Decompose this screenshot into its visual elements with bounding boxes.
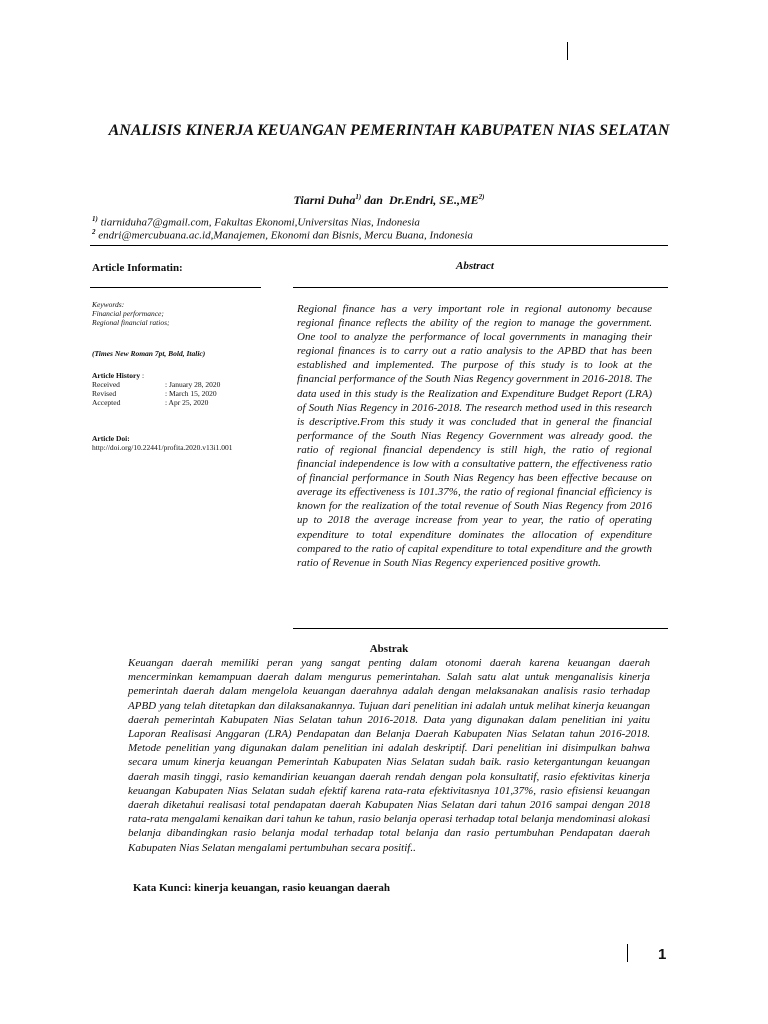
history-value: : Apr 25, 2020 — [165, 398, 209, 407]
history-row — [92, 380, 267, 389]
history-row — [92, 389, 267, 398]
abstrak-text: Keuangan daerah memiliki peran yang sangat penting dalam otonomi daerah karena keuangan daerah mencerminkan kemampuan daerah dalam mengurus pemerintahan. Salah satu alat untuk menganalisis kinerja pemerintah daerah dalam mengelola keuangan daerahnya adalah dengan melaksanakan analisis rasio terhadap APBD yang telah ditetapkan dan dilaksanakannya. Tujuan dari penelitian ini adalah untuk melihat kinerja keuangan daerah pemerintah Kabupaten Nias Selatan tahun 2016-2018. Data yang digunakan dalam penelitian ini yaitu Laporan Realisasi Anggaran (LRA) Pendapatan dan Belanja Daerah Kabupaten Nias Selatan tahun 2016-2018. Metode penelitian yang digunakan dalam penelitian ini adalah deskriptif. Dari penelitian ini disimpulkan bahwa secara umum kinerja keuangan Pemerintah Kabupaten Nias Selatan sudah baik. rasio ketergantungan keuangan daerah masih tinggi, rasio kemandirian keuangan daerah rendah dengan pola konsultatif, rasio efektivitas kinerja keuangan Kabupaten Nias Selatan sudah efektif karena rata-rata efektivitasnya 101,37%, rasio efisiensi keuangan daerah diketahui realisasi total pendapatan daerah Kabupaten Nias Selatan dari tahun 2016 sampai dengan 2018 rata-rata mengalami kenaikan dari tahun ke tahun, rasio belanja operasi terhadap total belanja mendominasi alokasi belanja dibandingkan rasio belanja modal terhadap total belanja dan rasio pertumbuhan Pendapatan daerah Kabupaten Nias Selatan mengalami pertumbuhan secara positif.. — [128, 657, 650, 854]
top-rule — [90, 245, 668, 246]
history-value: : January 28, 2020 — [165, 380, 221, 389]
affiliation-2 — [92, 225, 473, 244]
author-2-marker: 2) — [478, 193, 485, 201]
affiliation-2-marker: 2 — [92, 228, 96, 236]
doi-link[interactable]: http://doi.org/10.22441/profita.2020.v13i1.001 — [92, 443, 233, 452]
author-connector: dan — [361, 193, 389, 207]
history-label: Article History — [92, 371, 141, 380]
article-info-panel — [92, 300, 267, 327]
page-number: 1 — [658, 946, 667, 963]
keywords-label: Keywords: — [92, 300, 125, 309]
author-1-marker: 1) — [355, 193, 362, 201]
font-note-text: (Times New Roman 7pt, Bold, Italic) — [92, 349, 206, 358]
abstract-text: Regional finance has a very important role in regional autonomy because regional finance reflects the ability of the region to manage the government. One tool to analyze the performance of local governments in managing their regional finances is to carry out a ratio analysis to the APBD that has been established and implemented. The purpose of this study is to look at the financial performance of the South Nias Regency government in 2016-2018. The data used in this study is the Realization and Expenditure Budget Report (LRA) of South Nias Regency in 2016-2018. The research method used in this research is descriptive.From this study it was concluded that in general the financial performance of the South Nias Regency Government was already good. the ratio of regional financial dependency is still high, the ratio of regional financial independence is low with a consultative pattern, the effectiveness ratio of financial performance in South Nias Regency has been effective because on average its effectiveness is 101.37%, the ratio of regional financial efficiency is known for the realization of the total revenue of South Nias Regency from 2016 up to 2018 the average increase from year to year, the ratio of operating expenditure to total expenditure dominates the allocation of expenditure compared to the ratio of capital expenditure to total expenditure and the growth ratio of Revenue in South Nias Regency experienced positive growth. — [297, 303, 652, 569]
article-info-rule — [90, 287, 261, 288]
affiliation-1-text: tiarniduha7@gmail.com, Fakultas Ekonomi,Universitas Nias, Indonesia — [97, 216, 420, 229]
doi-label: Article Doi: — [92, 434, 130, 443]
affiliation-2-text: endri@mercubuana.ac.id,Manajemen, Ekonomi dan Bisnis, Mercu Buana, Indonesia — [95, 229, 473, 242]
abstrak-heading: Abstrak — [369, 643, 409, 655]
author-1: Tiarni Duha — [293, 193, 356, 207]
keyword-item: Financial performance; — [92, 309, 164, 318]
kata-kunci: Kata Kunci: kinerja keuangan, rasio keuangan daerah — [133, 882, 391, 894]
author-line — [90, 193, 688, 208]
font-note — [92, 349, 267, 358]
history-value: : March 15, 2020 — [165, 389, 217, 398]
history-row — [92, 398, 267, 407]
footer-marker — [627, 944, 628, 962]
paper-title: ANALISIS KINERJA KEUANGAN PEMERINTAH KABUPATEN NIAS SELATAN — [108, 122, 670, 139]
history-colon: : — [141, 371, 145, 380]
article-doi — [92, 434, 267, 452]
history-key: Accepted — [92, 398, 121, 407]
abstract-bottom-rule — [293, 628, 668, 629]
header-marker — [567, 42, 568, 60]
article-info-heading: Article Informatin: — [92, 262, 183, 274]
history-key: Revised — [92, 389, 117, 398]
abstract-rule — [293, 287, 668, 288]
keyword-item: Regional financial ratios; — [92, 318, 170, 327]
affiliation-1-marker: 1) — [92, 215, 98, 223]
abstract-heading: Abstract — [456, 260, 494, 272]
author-2: Dr.Endri, SE.,ME — [388, 193, 479, 207]
article-history — [92, 371, 267, 407]
history-key: Received — [92, 380, 120, 389]
